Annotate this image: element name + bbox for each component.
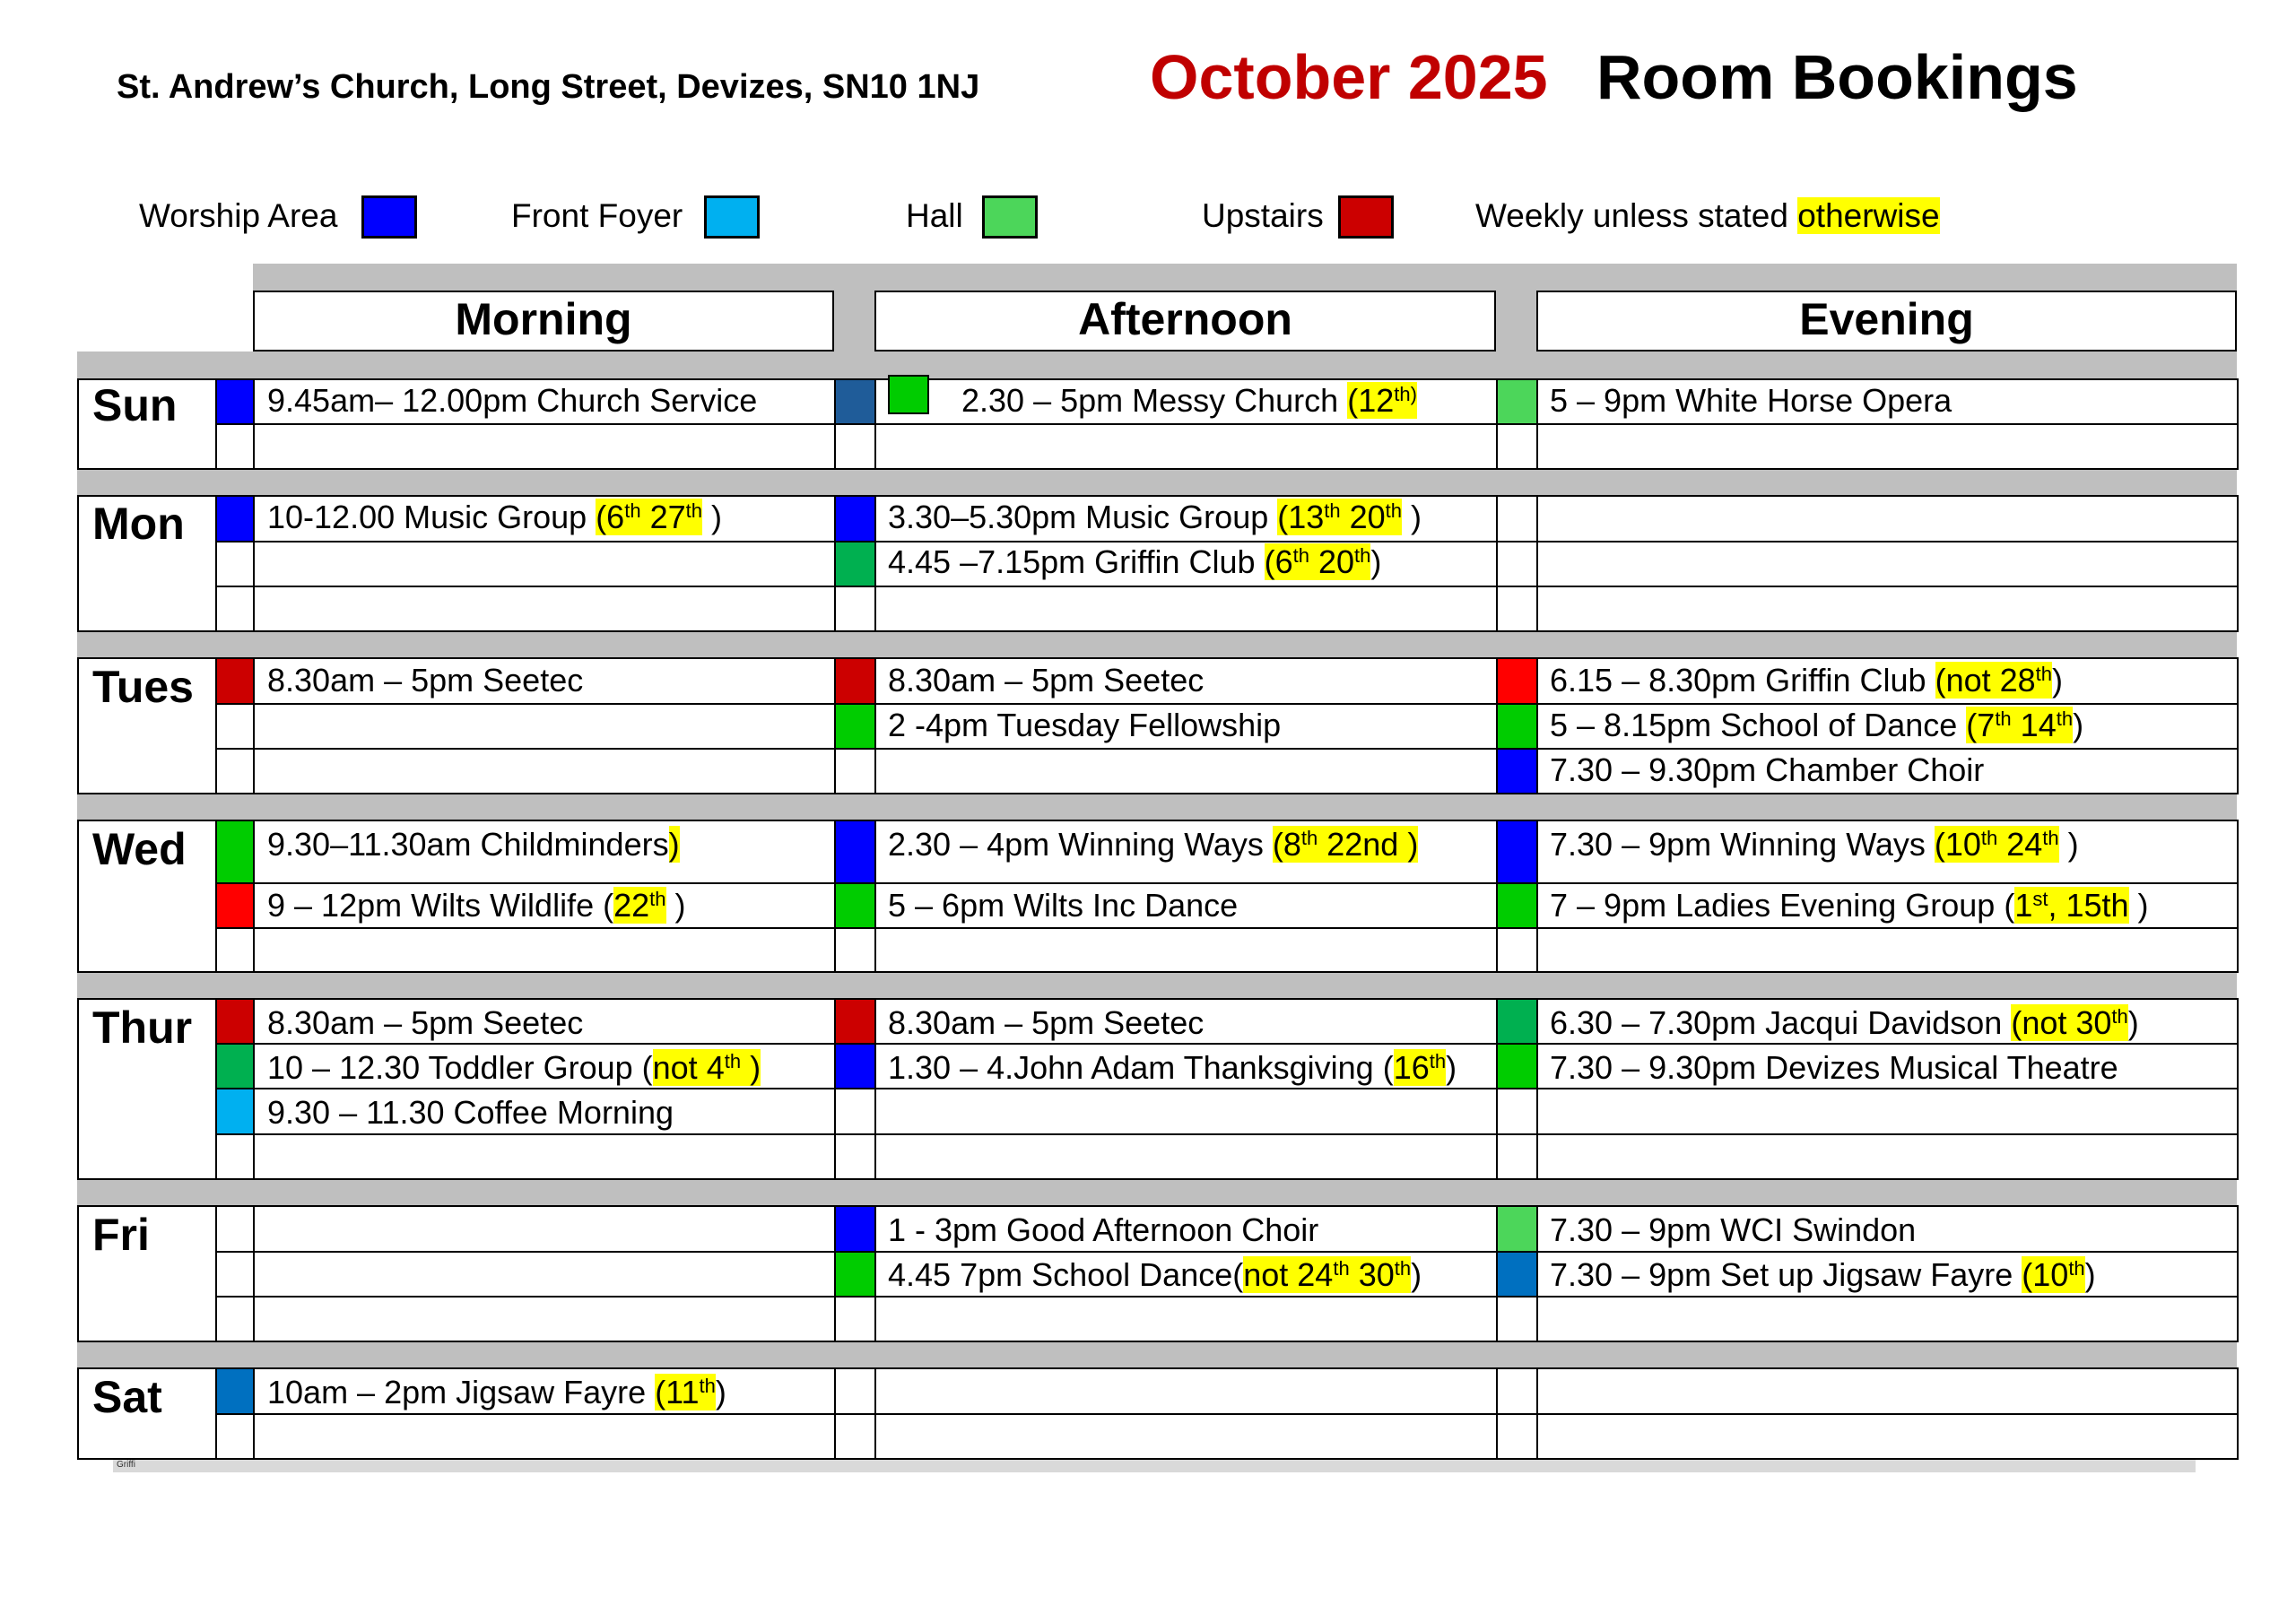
room-swatch [836,542,874,586]
grid-line [215,1043,2239,1045]
room-swatch [1498,1045,1536,1088]
room-swatch [836,380,874,423]
legend-foyer-label: Front Foyer [511,197,683,234]
grid-line [1536,998,1538,1180]
day-sat: Sat [92,1372,162,1422]
room-swatch [217,1089,253,1133]
room-swatch [1498,1000,1536,1043]
legend-worship-swatch [361,195,417,239]
room-swatch [836,1253,874,1296]
grid-line [215,1251,2239,1253]
day-thur: Thur [92,1002,193,1053]
legend-upstairs-label: Upstairs [1202,197,1324,234]
grid-line [2237,378,2239,470]
booking-tue-morning-1: 8.30am – 5pm Seetec [267,662,584,699]
booking-wed-afternoon-2: 5 – 6pm Wilts Inc Dance [888,887,1239,924]
grid-line [874,820,876,973]
grid-line [874,378,876,470]
grid-line [1536,657,1538,794]
room-swatch [217,1000,253,1043]
messy-church-marker [888,375,929,414]
booking-thu-afternoon-2: 1.30 – 4.John Adam Thanksgiving (16th) [888,1049,1457,1086]
month-title: October 2025 [1150,42,1548,112]
header-morning: Morning [253,291,834,352]
grid-line [215,423,2239,425]
grid-line [77,998,79,1180]
booking-mon-morning-1: 10-12.00 Music Group (6th 27th ) [267,499,722,535]
day-wed: Wed [92,824,187,874]
grid-line [1536,1367,1538,1460]
booking-thu-afternoon-1: 8.30am – 5pm Seetec [888,1004,1205,1041]
grid-line [1536,820,1538,973]
room-swatch [1498,705,1536,748]
room-swatch [1498,380,1536,423]
legend-upstairs-swatch [1338,195,1394,239]
header-afternoon: Afternoon [874,291,1496,352]
room-swatch [217,380,253,423]
room-swatch [217,1369,253,1413]
booking-sat-morning-1: 10am – 2pm Jigsaw Fayre (11th) [267,1374,726,1410]
grid-line [874,1205,876,1342]
room-swatch [836,1207,874,1251]
room-swatch [836,884,874,927]
booking-wed-morning-1: 9.30–11.30am Childminders) [267,826,680,863]
booking-wed-evening-2: 7 – 9pm Ladies Evening Group (1st, 15th ) [1550,887,2149,924]
grid-line [2237,1367,2239,1460]
booking-wed-evening-1: 7.30 – 9pm Winning Ways (10th 24th ) [1550,826,2079,863]
grid-line [77,657,2239,659]
booking-tue-evening-1: 6.15 – 8.30pm Griffin Club (not 28th) [1550,662,2064,699]
grid-line [215,1088,2239,1089]
legend-hall-label: Hall [906,197,963,234]
grid-line [874,657,876,794]
grid-line [2237,998,2239,1180]
grid-line [2237,820,2239,973]
booking-tue-afternoon-1: 8.30am – 5pm Seetec [888,662,1205,699]
grid-line [2237,495,2239,632]
booking-mon-afternoon-1: 3.30–5.30pm Music Group (13th 20th ) [888,499,1422,535]
grid-line [1536,1205,1538,1342]
grid-line [215,1413,2239,1415]
grid-line [215,1133,2239,1135]
room-swatch [836,705,874,748]
grid-line [1496,1367,1498,1460]
room-swatch [217,1045,253,1088]
booking-fri-evening-2: 7.30 – 9pm Set up Jigsaw Fayre (10th) [1550,1256,2096,1293]
grid-line [77,1367,2239,1369]
room-swatch [217,659,253,703]
room-swatch [1498,1207,1536,1251]
grid-line [1536,378,1538,470]
grid-line [77,657,79,794]
grid-line [215,1205,217,1342]
grid-line [77,1458,2239,1460]
room-swatch [1498,884,1536,927]
grid-line [215,882,2239,884]
day-sun: Sun [92,380,178,430]
room-swatch [836,1045,874,1088]
grid-line [253,820,255,973]
grid-line [77,1205,79,1342]
page-title: Room Bookings [1596,42,2078,112]
room-swatch [836,659,874,703]
booking-thu-evening-2: 7.30 – 9.30pm Devizes Musical Theatre [1550,1049,2118,1086]
legend-worship-label: Worship Area [139,197,338,234]
room-swatch [836,821,874,882]
room-swatch [217,497,253,541]
grid-line [253,998,255,1180]
room-swatch [217,884,253,927]
day-fri: Fri [92,1210,150,1260]
room-swatch [1498,1253,1536,1296]
booking-sun-morning-1: 9.45am– 12.00pm Church Service [267,382,758,419]
grid-line [77,820,2239,821]
grid-line [253,1205,255,1342]
grid-line [77,1178,2239,1180]
booking-wed-morning-2: 9 – 12pm Wilts Wildlife (22th ) [267,887,686,924]
booking-fri-evening-1: 7.30 – 9pm WCI Swindon [1550,1211,1917,1248]
grid-line [253,1367,255,1460]
grid-line [77,495,79,632]
grid-line [77,971,2239,973]
grid-line [215,748,2239,750]
room-swatch [217,821,253,882]
grid-line [874,495,876,632]
grid-line [874,1367,876,1460]
room-swatch [836,1000,874,1043]
legend-note: Weekly unless stated otherwise [1475,197,1940,234]
room-swatch [836,497,874,541]
booking-tue-afternoon-2: 2 -4pm Tuesday Fellowship [888,707,1282,743]
booking-mon-afternoon-2: 4.45 –7.15pm Griffin Club (6th 20th) [888,543,1382,580]
day-tues: Tues [92,662,194,712]
room-swatch [1498,659,1536,703]
grid-line [874,998,876,1180]
booking-thu-morning-3: 9.30 – 11.30 Coffee Morning [267,1094,674,1131]
grid-line [77,1205,2239,1207]
room-swatch [1498,750,1536,793]
grid-line [215,1296,2239,1298]
grid-line [2237,1205,2239,1342]
legend-foyer-swatch [704,195,760,239]
grid-line [215,703,2239,705]
grid-line [215,927,2239,929]
grid-line [2237,657,2239,794]
grid-line [77,793,2239,794]
grid-line [77,820,79,973]
grid-line [253,495,255,632]
grid-line [253,657,255,794]
room-swatch [1498,821,1536,882]
grid-line [77,630,2239,632]
booking-thu-evening-1: 6.30 – 7.30pm Jacqui Davidson (not 30th) [1550,1004,2139,1041]
grid-line [215,586,2239,587]
booking-thu-morning-1: 8.30am – 5pm Seetec [267,1004,584,1041]
booking-wed-afternoon-1: 2.30 – 4pm Winning Ways (8th 22nd ) [888,826,1419,863]
booking-fri-afternoon-2: 4.45 7pm School Dance(not 24th 30th) [888,1256,1422,1293]
grid-line [253,378,255,470]
footer-note: Griffi [117,1460,135,1470]
booking-sun-afternoon-1: 2.30 – 5pm Messy Church ($12^{th)}$ [961,382,1417,419]
grid-line [215,541,2239,542]
grid-line [1536,495,1538,632]
header-evening: Evening [1536,291,2237,352]
grid-line [77,468,2239,470]
grid-line [77,998,2239,1000]
grid-line [834,1367,836,1460]
grid-line [1496,495,1498,632]
grid-line [77,1367,79,1460]
booking-tue-evening-2: 5 – 8.15pm School of Dance (7th 14th) [1550,707,2084,743]
legend-hall-swatch [982,195,1038,239]
grid-line [77,1341,2239,1342]
booking-sun-evening-1: 5 – 9pm White Horse Opera [1550,382,1952,419]
church-address: St. Andrew’s Church, Long Street, Devizes, SN10 1NJ [117,68,980,106]
grid-line [77,495,2239,497]
booking-thu-morning-2: 10 – 12.30 Toddler Group (not 4th ) [267,1049,761,1086]
grid-line [77,378,79,470]
booking-tue-evening-3: 7.30 – 9.30pm Chamber Choir [1550,751,1985,788]
booking-fri-afternoon-1: 1 - 3pm Good Afternoon Choir [888,1211,1319,1248]
grid-line [77,378,2239,380]
day-mon: Mon [92,499,185,549]
